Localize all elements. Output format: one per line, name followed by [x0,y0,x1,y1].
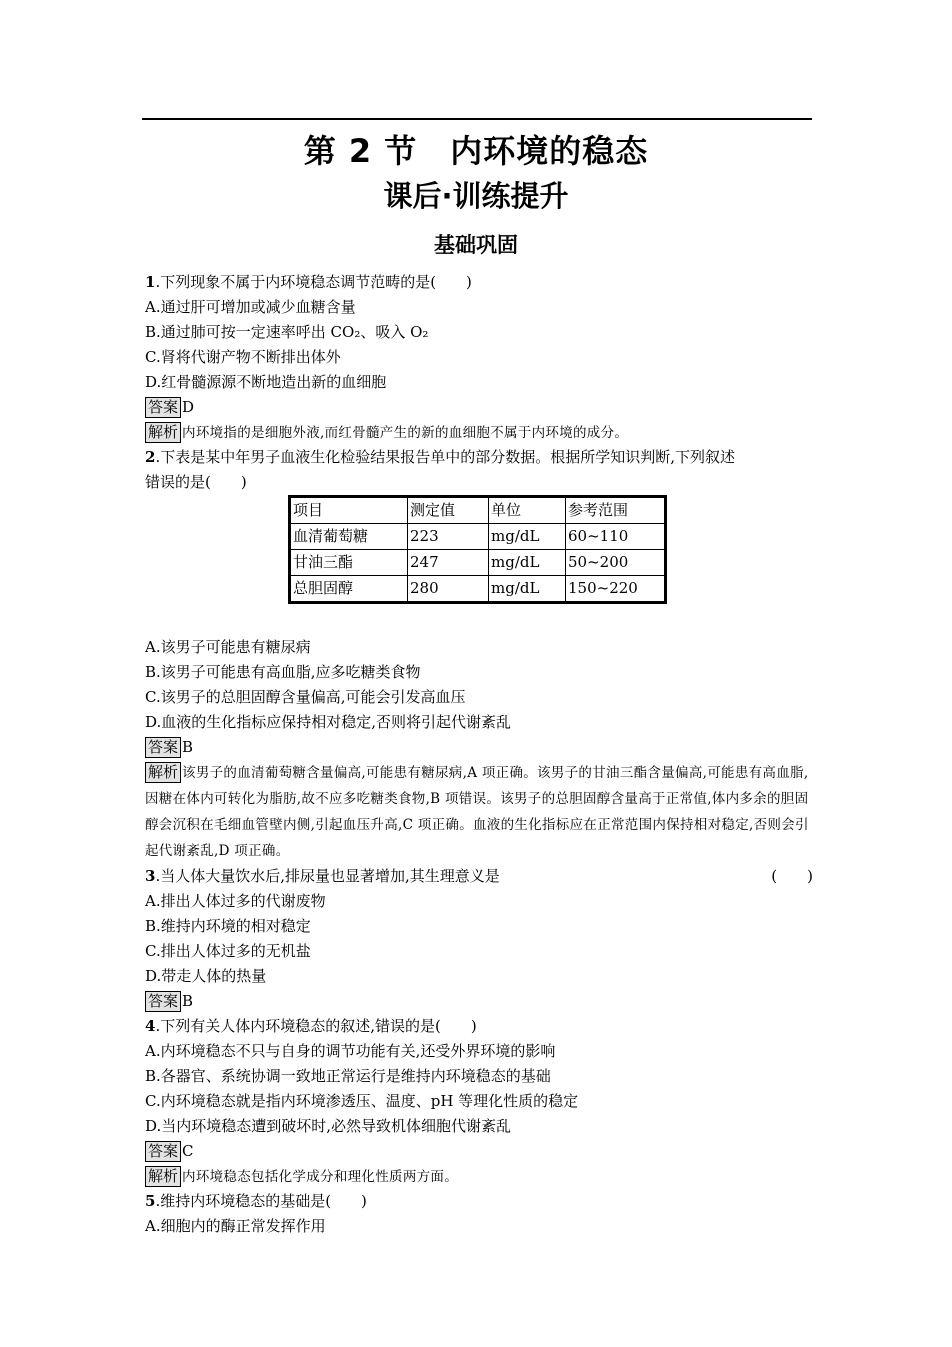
answer-tag: 答案 [145,991,181,1012]
table-header-cell: 参考范围 [566,497,666,524]
q4-explanation: 解析 内环境稳态包括化学成分和理化性质两方面。 [145,1164,813,1189]
explanation-tag: 解析 [145,762,181,783]
table-cell: 247 [408,550,489,576]
q4-answer: 答案 C [145,1139,813,1164]
table-cell: 60~110 [566,524,666,550]
q2-option-b: B.该男子可能患有高血脂,应多吃糖类食物 [145,663,421,681]
q3-option-a: A.排出人体过多的代谢废物 [145,892,326,910]
q2-explanation: 解析 该男子的血清葡萄糖含量偏高,可能患有糖尿病,A 项正确。该男子的甘油三酯含量偏高,可能患有高血脂,因糖在体内可转化为脂肪,故不应多吃糖类食物,B 项错误。该男子的总胆固醇含量高于正常值,体内多余的胆固醇会沉积在毛细血管壁内侧,引起血压升高,C 项正确。血液的生化指标应在正常范围内保持相对稳定,否则会引起代谢紊乱,D 项正确。 [145,763,809,859]
q1-answer: 答案 D [145,395,813,420]
explanation-tag: 解析 [145,1166,181,1187]
q1-option-b: B.通过肺可按一定速率呼出 CO₂、吸入 O₂ [145,323,429,341]
q4-option-d: D.当内环境稳态遭到破坏时,必然导致机体细胞代谢紊乱 [145,1117,512,1135]
table-row [290,550,666,576]
table-cell: 总胆固醇 [290,576,408,603]
q5-option-a: A.细胞内的酶正常发挥作用 [145,1217,326,1235]
page-title: 第 2 节 内环境的稳态 [303,132,649,170]
table-header-cell: 测定值 [408,497,489,524]
table-cell: 血清葡萄糖 [290,524,408,550]
table-cell: 223 [408,524,489,550]
table-header-cell: 项目 [290,497,408,524]
section-heading: 基础巩固 [434,233,518,257]
top-rule [142,118,812,120]
page-subtitle: 课后·训练提升 [383,179,569,213]
question-list [145,270,813,1239]
q1-option-a: A.通过肝可增加或减少血糖含量 [145,298,356,316]
table-header-row [290,497,666,524]
q1-option-c: C.肾将代谢产物不断排出体外 [145,348,341,366]
question-2-stem: 2.下表是某中年男子血液生化检验结果报告单中的部分数据。根据所学知识判断,下列叙述 [145,448,735,466]
q3-option-b: B.维持内环境的相对稳定 [145,917,311,935]
q3-option-d: D.带走人体的热量 [145,967,267,985]
blood-test-table [288,495,667,604]
question-4-stem: 4.下列有关人体内环境稳态的叙述,错误的是( ) [145,1017,477,1035]
q3-option-c: C.排出人体过多的无机盐 [145,942,311,960]
q1-option-d: D.红骨髓源源不断地造出新的血细胞 [145,373,387,391]
q2-option-c: C.该男子的总胆固醇含量偏高,可能会引发高血压 [145,688,466,706]
q2-table-wrap [145,495,813,635]
question-2-stem-cont: 错误的是( ) [145,473,247,491]
table-cell: 280 [408,576,489,603]
q2-answer: 答案 B [145,735,813,760]
q2-option-a: A.该男子可能患有糖尿病 [145,638,311,656]
q4-option-a: A.内环境稳态不只与自身的调节功能有关,还受外界环境的影响 [145,1042,556,1060]
question-3-stem: 3.当人体大量饮水后,排尿量也显著增加,其生理意义是 ( ) [145,864,813,889]
table-cell: mg/dL [489,524,566,550]
q2-option-d: D.血液的生化指标应保持相对稳定,否则将引起代谢紊乱 [145,713,512,731]
answer-bracket: ( ) [771,867,813,885]
q4-option-b: B.各器官、系统协调一致地正常运行是维持内环境稳态的基础 [145,1067,551,1085]
table-cell: mg/dL [489,576,566,603]
q1-explanation: 解析 内环境指的是细胞外液,而红骨髓产生的新的血细胞不属于内环境的成分。 [145,420,813,445]
answer-tag: 答案 [145,397,181,418]
question-5-stem: 5.维持内环境稳态的基础是( ) [145,1192,367,1210]
table-row [290,524,666,550]
table-cell: 甘油三酯 [290,550,408,576]
q3-answer: 答案 B [145,989,813,1014]
table-cell: mg/dL [489,550,566,576]
table-cell: 150~220 [566,576,666,603]
answer-tag: 答案 [145,737,181,758]
table-cell: 50~200 [566,550,666,576]
table-header-cell: 单位 [489,497,566,524]
q4-option-c: C.内环境稳态就是指内环境渗透压、温度、pH 等理化性质的稳定 [145,1092,579,1110]
answer-tag: 答案 [145,1141,181,1162]
explanation-tag: 解析 [145,422,181,443]
table-row [290,576,666,603]
question-1-stem: 1.下列现象不属于内环境稳态调节范畴的是( ) [145,273,472,291]
